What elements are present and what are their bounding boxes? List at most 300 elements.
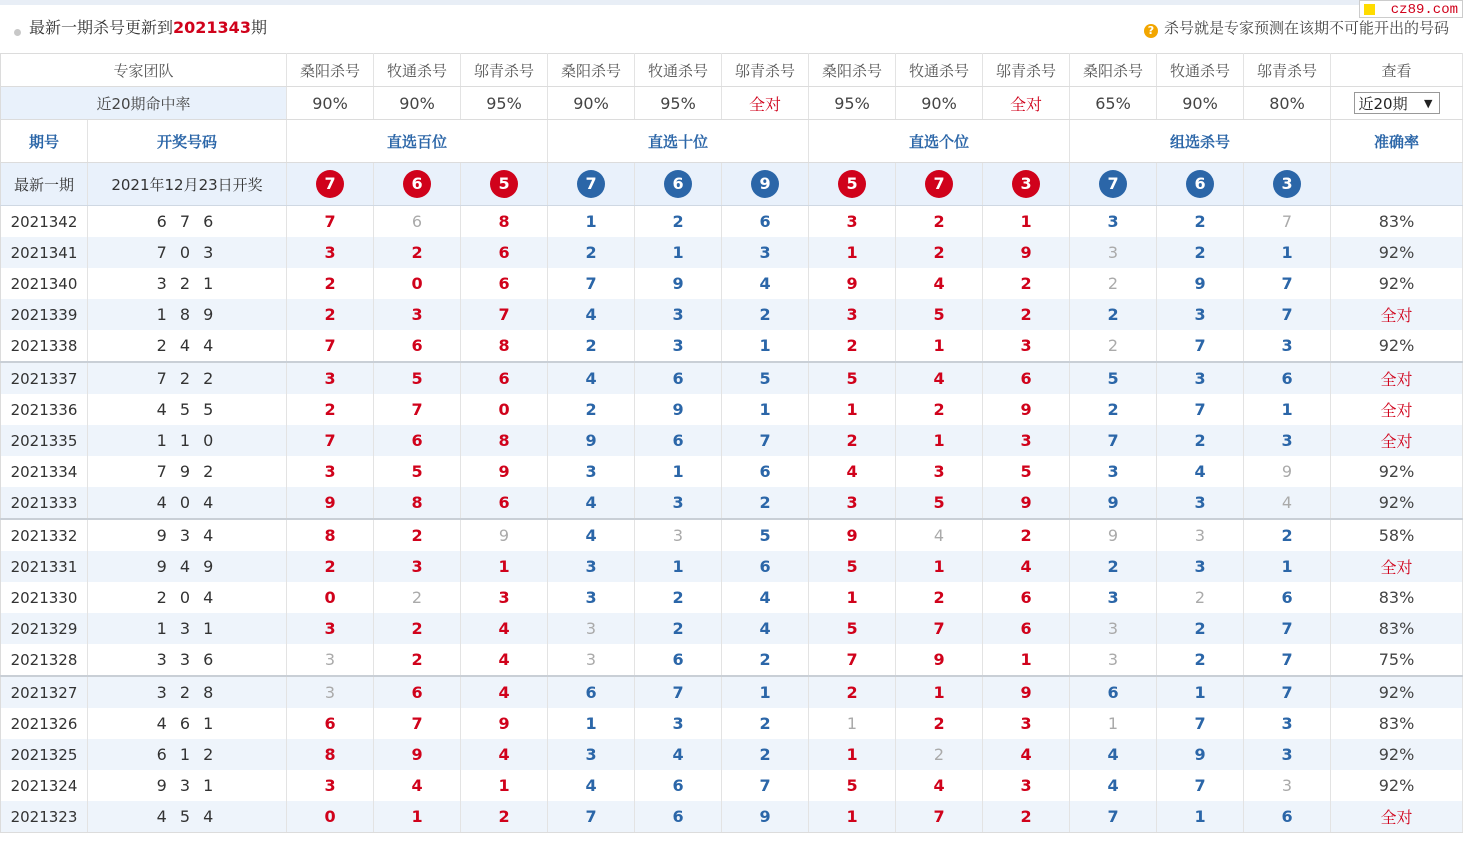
kill-number-cell: 1 (896, 676, 983, 708)
kill-number-cell: 9 (896, 644, 983, 676)
kill-number-cell: 2 (896, 206, 983, 238)
kill-number-cell: 4 (548, 770, 635, 801)
kill-number-cell: 6 (635, 644, 722, 676)
kill-number-cell: 9 (374, 739, 461, 770)
kill-number-cell: 3 (983, 330, 1070, 362)
kill-number-cell: 7 (287, 425, 374, 456)
kill-number-cell: 3 (1244, 708, 1331, 739)
kill-number-cell: 9 (983, 676, 1070, 708)
kill-number-cell: 3 (635, 487, 722, 519)
kill-number-cell: 4 (548, 299, 635, 330)
kill-number-cell: 4 (461, 676, 548, 708)
period-cell: 2021337 (1, 362, 88, 394)
kill-number-cell: 7 (548, 801, 635, 833)
site-logo[interactable] (1359, 0, 1463, 18)
update-text (29, 17, 267, 39)
kill-number-cell: 3 (1070, 613, 1157, 644)
kill-number-cell: 9 (809, 519, 896, 551)
kill-number-cell: 3 (1070, 582, 1157, 613)
hit-rate: 90% (896, 87, 983, 120)
latest-kill-cell (461, 163, 548, 206)
hit-rate-row (1, 87, 1463, 120)
kill-number-cell: 3 (983, 708, 1070, 739)
kill-number-cell: 9 (1244, 456, 1331, 487)
period-header: 期号 (1, 120, 88, 163)
kill-number-cell: 7 (1244, 613, 1331, 644)
question-icon: ? (1144, 24, 1158, 38)
kill-number-cell: 4 (1157, 456, 1244, 487)
kill-number-cell: 2 (983, 519, 1070, 551)
kill-number-cell: 1 (809, 394, 896, 425)
kill-number-cell: 4 (722, 582, 809, 613)
kill-number-cell: 8 (374, 487, 461, 519)
accuracy-cell: 全对 (1331, 299, 1463, 330)
kill-number-cell: 3 (1157, 551, 1244, 582)
expert-name[interactable]: 邬青杀号 (1244, 54, 1331, 87)
latest-kill-cell (374, 163, 461, 206)
kill-number-cell: 4 (461, 739, 548, 770)
hit-rate: 95% (635, 87, 722, 120)
expert-name[interactable]: 邬青杀号 (722, 54, 809, 87)
kill-number-cell: 3 (1244, 330, 1331, 362)
kill-number-cell: 4 (374, 770, 461, 801)
period-cell: 2021331 (1, 551, 88, 582)
kill-number-cell: 6 (635, 362, 722, 394)
period-cell: 2021330 (1, 582, 88, 613)
table-row (1, 394, 1463, 425)
kill-number-cell: 2 (374, 582, 461, 613)
kill-number-cell: 3 (722, 237, 809, 268)
latest-accuracy (1331, 163, 1463, 206)
kill-number-cell: 2 (287, 551, 374, 582)
kill-number-cell: 9 (461, 519, 548, 551)
expert-name[interactable]: 牧通杀号 (635, 54, 722, 87)
kill-number-cell: 3 (1157, 299, 1244, 330)
kill-number-cell: 8 (461, 425, 548, 456)
update-prefix: 最新一期杀号更新到 (29, 18, 174, 37)
kill-number-cell: 5 (896, 487, 983, 519)
kill-ball: 5 (490, 170, 518, 198)
kill-number-cell: 4 (548, 362, 635, 394)
update-notice (0, 5, 1463, 53)
kill-number-cell: 4 (461, 613, 548, 644)
table-row (1, 206, 1463, 238)
kill-number-cell: 5 (374, 362, 461, 394)
kill-number-cell: 2 (1070, 394, 1157, 425)
accuracy-cell: 全对 (1331, 801, 1463, 833)
kill-number-cell: 3 (287, 676, 374, 708)
draw-number-cell: 1 3 1 (88, 613, 287, 644)
table-row (1, 801, 1463, 833)
table-row (1, 676, 1463, 708)
kill-number-cell: 2 (1244, 519, 1331, 551)
kill-number-cell: 2 (983, 268, 1070, 299)
table-row (1, 362, 1463, 394)
kill-number-cell: 2 (287, 299, 374, 330)
kill-number-cell: 1 (896, 330, 983, 362)
table-row (1, 487, 1463, 519)
kill-number-cell: 2 (722, 487, 809, 519)
accuracy-cell: 92% (1331, 770, 1463, 801)
period-cell: 2021329 (1, 613, 88, 644)
kill-number-cell: 1 (635, 551, 722, 582)
latest-kill-cell (896, 163, 983, 206)
draw-number-cell: 1 8 9 (88, 299, 287, 330)
kill-number-cell: 4 (1070, 739, 1157, 770)
table-row (1, 551, 1463, 582)
kill-number-cell: 1 (1070, 708, 1157, 739)
kill-number-cell: 2 (1070, 299, 1157, 330)
kill-number-cell: 8 (461, 330, 548, 362)
hit-rate: 90% (287, 87, 374, 120)
kill-number-cell: 7 (635, 676, 722, 708)
draw-number-cell: 6 7 6 (88, 206, 287, 238)
update-suffix: 期 (250, 18, 267, 37)
kill-number-cell: 1 (809, 708, 896, 739)
kill-number-cell: 5 (809, 613, 896, 644)
kill-number-cell: 3 (287, 362, 374, 394)
expert-name[interactable]: 邬青杀号 (983, 54, 1070, 87)
kill-number-cell: 3 (635, 330, 722, 362)
kill-number-cell: 2 (287, 268, 374, 299)
accuracy-cell: 92% (1331, 456, 1463, 487)
kill-number-cell: 1 (548, 708, 635, 739)
kill-ball: 7 (316, 170, 344, 198)
expert-name[interactable]: 邬青杀号 (461, 54, 548, 87)
kill-number-cell: 9 (983, 237, 1070, 268)
kill-number-cell: 7 (1244, 676, 1331, 708)
kill-number-cell: 4 (809, 456, 896, 487)
kill-number-cell: 2 (722, 644, 809, 676)
period-cell: 2021327 (1, 676, 88, 708)
kill-number-cell: 2 (983, 299, 1070, 330)
draw-number-cell: 4 5 5 (88, 394, 287, 425)
table-row (1, 299, 1463, 330)
kill-number-cell: 6 (983, 582, 1070, 613)
kill-number-cell: 1 (809, 237, 896, 268)
kill-number-cell: 2 (1070, 330, 1157, 362)
kill-number-cell: 2 (809, 330, 896, 362)
kill-number-cell: 7 (1157, 708, 1244, 739)
kill-number-cell: 3 (1157, 519, 1244, 551)
kill-number-cell: 8 (287, 739, 374, 770)
period-cell: 2021324 (1, 770, 88, 801)
kill-number-cell: 1 (809, 582, 896, 613)
kill-number-cell: 3 (374, 299, 461, 330)
period-cell: 2021336 (1, 394, 88, 425)
expert-row (1, 54, 1463, 87)
kill-ball: 7 (577, 170, 605, 198)
kill-number-cell: 3 (461, 582, 548, 613)
expert-name[interactable]: 桑阳杀号 (1070, 54, 1157, 87)
latest-kill-cell (1070, 163, 1157, 206)
kill-number-cell: 3 (548, 456, 635, 487)
kill-number-cell: 2 (635, 613, 722, 644)
draw-number-cell: 2 0 4 (88, 582, 287, 613)
kill-number-cell: 1 (1244, 394, 1331, 425)
period-cell: 2021339 (1, 299, 88, 330)
kill-number-cell: 4 (1244, 487, 1331, 519)
table-row (1, 644, 1463, 676)
kill-number-cell: 6 (374, 676, 461, 708)
kill-number-cell: 5 (374, 456, 461, 487)
kill-number-cell: 1 (809, 801, 896, 833)
accuracy-cell: 92% (1331, 237, 1463, 268)
kill-number-cell: 6 (983, 613, 1070, 644)
latest-kill-cell (635, 163, 722, 206)
expert-name[interactable]: 牧通杀号 (374, 54, 461, 87)
kill-number-cell: 3 (809, 299, 896, 330)
kill-number-cell: 6 (635, 801, 722, 833)
kill-number-cell: 3 (287, 770, 374, 801)
kill-number-cell: 2 (896, 739, 983, 770)
kill-number-cell: 7 (548, 268, 635, 299)
period-select[interactable] (1354, 92, 1440, 114)
kill-number-cell: 6 (548, 676, 635, 708)
kill-number-cell: 3 (374, 551, 461, 582)
draw-number-cell: 3 2 1 (88, 268, 287, 299)
kill-number-cell: 3 (548, 551, 635, 582)
kill-number-cell: 1 (809, 739, 896, 770)
kill-number-cell: 1 (374, 801, 461, 833)
kill-number-cell: 4 (548, 519, 635, 551)
kill-number-cell: 1 (983, 644, 1070, 676)
table-row (1, 237, 1463, 268)
period-select-cell (1331, 87, 1463, 120)
kill-number-cell: 7 (287, 206, 374, 238)
kill-number-cell: 7 (1157, 770, 1244, 801)
kill-number-cell: 5 (1070, 362, 1157, 394)
kill-number-cell: 1 (983, 206, 1070, 238)
table-row (1, 425, 1463, 456)
kill-number-cell: 1 (896, 425, 983, 456)
hit-rate: 90% (1157, 87, 1244, 120)
accuracy-cell: 83% (1331, 206, 1463, 238)
kill-number-cell: 0 (461, 394, 548, 425)
kill-number-cell: 9 (461, 708, 548, 739)
accuracy-cell: 83% (1331, 708, 1463, 739)
kill-number-cell: 7 (896, 613, 983, 644)
table-row (1, 708, 1463, 739)
kill-number-cell: 3 (983, 425, 1070, 456)
kill-number-cell: 3 (1157, 362, 1244, 394)
kill-number-cell: 2 (809, 425, 896, 456)
kill-number-cell: 9 (548, 425, 635, 456)
kill-number-cell: 9 (983, 487, 1070, 519)
kill-number-cell: 4 (896, 362, 983, 394)
kill-number-cell: 3 (287, 237, 374, 268)
kill-number-cell: 6 (461, 487, 548, 519)
kill-number-cell: 9 (1070, 519, 1157, 551)
kill-number-cell: 6 (635, 770, 722, 801)
kill-number-cell: 6 (1244, 582, 1331, 613)
kill-number-cell: 6 (1244, 362, 1331, 394)
group-kill-header: 组选杀号 (1070, 120, 1331, 163)
kill-number-cell: 2 (1157, 644, 1244, 676)
draw-number-cell: 1 1 0 (88, 425, 287, 456)
kill-number-cell: 2 (1157, 582, 1244, 613)
kill-number-cell: 6 (287, 708, 374, 739)
kill-number-cell: 3 (287, 644, 374, 676)
kill-number-cell: 4 (548, 487, 635, 519)
kill-number-cell: 3 (1244, 770, 1331, 801)
kill-number-cell: 3 (635, 519, 722, 551)
expert-name[interactable]: 牧通杀号 (1157, 54, 1244, 87)
kill-number-cell: 3 (1157, 487, 1244, 519)
kill-number-cell: 1 (1244, 551, 1331, 582)
draw-number-cell: 6 1 2 (88, 739, 287, 770)
hit-rate-label: 近20期命中率 (1, 87, 287, 120)
kill-number-cell: 1 (1157, 801, 1244, 833)
latest-kill-cell (1157, 163, 1244, 206)
hit-rate: 95% (809, 87, 896, 120)
kill-number-cell: 2 (722, 299, 809, 330)
kill-number-cell: 3 (1244, 739, 1331, 770)
expert-name[interactable]: 桑阳杀号 (287, 54, 374, 87)
kill-number-cell: 7 (1244, 299, 1331, 330)
kill-number-cell: 9 (461, 456, 548, 487)
kill-number-cell: 5 (983, 456, 1070, 487)
draw-number-cell: 3 2 8 (88, 676, 287, 708)
kill-number-cell: 2 (287, 394, 374, 425)
kill-number-cell: 3 (635, 708, 722, 739)
period-cell: 2021338 (1, 330, 88, 362)
kill-number-cell: 6 (983, 362, 1070, 394)
kill-number-cell: 2 (1157, 237, 1244, 268)
draw-header: 开奖号码 (88, 120, 287, 163)
kill-number-cell: 7 (461, 299, 548, 330)
kill-number-cell: 1 (461, 770, 548, 801)
latest-kill-cell (809, 163, 896, 206)
kill-number-cell: 3 (896, 456, 983, 487)
kill-number-cell: 1 (461, 551, 548, 582)
kill-ball: 7 (1099, 170, 1127, 198)
kill-number-cell: 6 (461, 268, 548, 299)
latest-kill-cell (722, 163, 809, 206)
kill-number-cell: 3 (1070, 237, 1157, 268)
kill-number-cell: 6 (461, 237, 548, 268)
table-row (1, 582, 1463, 613)
kill-number-cell: 6 (635, 425, 722, 456)
kill-number-cell: 5 (722, 362, 809, 394)
kill-number-cell: 6 (1070, 676, 1157, 708)
hit-rate: 95% (461, 87, 548, 120)
units-header: 直选个位 (809, 120, 1070, 163)
kill-number-cell: 9 (722, 801, 809, 833)
kill-number-cell: 2 (983, 801, 1070, 833)
kill-number-cell: 5 (722, 519, 809, 551)
kill-number-cell: 6 (461, 362, 548, 394)
latest-date: 2021年12月23日开奖 (88, 163, 287, 206)
kill-number-cell: 2 (374, 237, 461, 268)
draw-number-cell: 9 3 4 (88, 519, 287, 551)
kill-number-cell: 6 (374, 425, 461, 456)
kill-number-cell: 4 (722, 268, 809, 299)
kill-number-cell: 6 (374, 330, 461, 362)
kill-number-cell: 9 (983, 394, 1070, 425)
table-row (1, 456, 1463, 487)
period-cell: 2021342 (1, 206, 88, 238)
kill-number-cell: 9 (809, 268, 896, 299)
kill-number-cell: 8 (461, 206, 548, 238)
kill-number-cell: 1 (1244, 237, 1331, 268)
kill-number-cell: 2 (374, 613, 461, 644)
kill-number-cell: 2 (896, 237, 983, 268)
latest-label: 最新一期 (1, 163, 88, 206)
draw-number-cell: 9 3 1 (88, 770, 287, 801)
kill-number-cell: 7 (722, 770, 809, 801)
kill-ball: 9 (751, 170, 779, 198)
hit-rate: 全对 (722, 87, 809, 120)
kill-number-cell: 3 (548, 613, 635, 644)
kill-number-cell: 5 (809, 551, 896, 582)
kill-ball: 6 (403, 170, 431, 198)
hit-rate: 65% (1070, 87, 1157, 120)
kill-number-cell: 3 (635, 299, 722, 330)
table-row (1, 613, 1463, 644)
draw-number-cell: 2 4 4 (88, 330, 287, 362)
kill-number-cell: 9 (1157, 739, 1244, 770)
kill-number-cell: 4 (896, 770, 983, 801)
accuracy-cell: 83% (1331, 613, 1463, 644)
kill-number-cell: 2 (374, 644, 461, 676)
kill-number-cell: 0 (287, 801, 374, 833)
kill-number-cell: 2 (1070, 551, 1157, 582)
bullet-icon (14, 29, 21, 36)
period-cell: 2021326 (1, 708, 88, 739)
period-cell: 2021333 (1, 487, 88, 519)
accuracy-cell: 全对 (1331, 362, 1463, 394)
table-row (1, 739, 1463, 770)
kill-number-cell: 7 (1244, 268, 1331, 299)
expert-name[interactable]: 桑阳杀号 (548, 54, 635, 87)
accuracy-cell: 全对 (1331, 551, 1463, 582)
kill-number-cell: 9 (635, 268, 722, 299)
kill-number-cell: 2 (1157, 206, 1244, 238)
expert-name[interactable]: 牧通杀号 (896, 54, 983, 87)
kill-ball: 7 (925, 170, 953, 198)
kill-number-cell: 1 (548, 206, 635, 238)
kill-number-cell: 5 (809, 362, 896, 394)
kill-number-cell: 7 (1070, 425, 1157, 456)
accuracy-cell: 92% (1331, 330, 1463, 362)
latest-kill-cell (548, 163, 635, 206)
kill-number-cell: 3 (287, 456, 374, 487)
draw-number-cell: 7 9 2 (88, 456, 287, 487)
kill-number-cell: 1 (722, 394, 809, 425)
kill-number-cell: 1 (722, 330, 809, 362)
period-cell: 2021332 (1, 519, 88, 551)
expert-name[interactable]: 桑阳杀号 (809, 54, 896, 87)
logo-square-icon (1364, 4, 1375, 15)
kill-number-cell: 5 (896, 299, 983, 330)
table-row (1, 519, 1463, 551)
accuracy-cell: 83% (1331, 582, 1463, 613)
kill-number-cell: 3 (1070, 206, 1157, 238)
kill-number-cell: 2 (722, 708, 809, 739)
kill-number-cell: 6 (722, 206, 809, 238)
kill-number-cell: 1 (635, 237, 722, 268)
kill-number-cell: 2 (896, 708, 983, 739)
kill-number-cell: 2 (548, 237, 635, 268)
kill-number-cell: 3 (548, 582, 635, 613)
draw-number-cell: 7 2 2 (88, 362, 287, 394)
kill-ball: 6 (664, 170, 692, 198)
kill-number-cell: 7 (1157, 330, 1244, 362)
period-cell: 2021341 (1, 237, 88, 268)
accuracy-cell: 92% (1331, 268, 1463, 299)
kill-number-cell: 4 (896, 519, 983, 551)
